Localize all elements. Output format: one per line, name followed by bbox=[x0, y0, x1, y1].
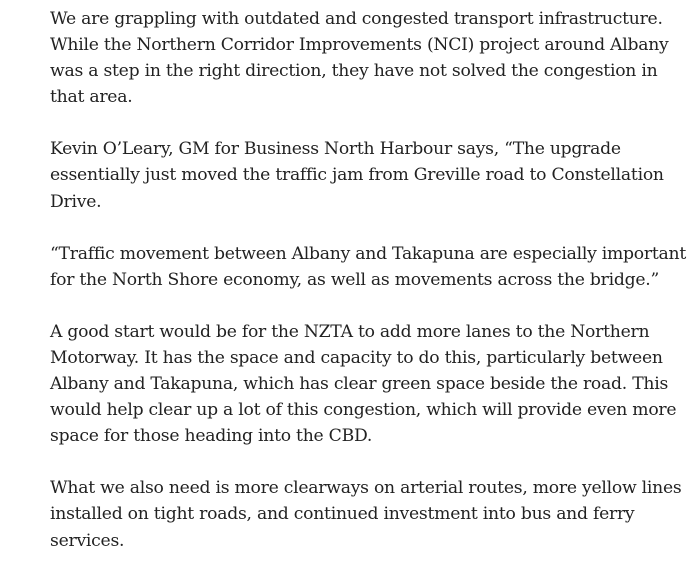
text-line: essentially just moved the traffic jam from Greville road to Constellation bbox=[50, 165, 664, 186]
paragraph-clearways bbox=[50, 475, 680, 553]
paragraph-nci-congestion bbox=[50, 6, 680, 110]
text-line: “Traffic movement between Albany and Takapuna are especially important bbox=[50, 243, 686, 264]
text-line: was a step in the right direction, they have not solved the congestion in bbox=[50, 61, 658, 82]
paragraph-nzta-lanes bbox=[50, 319, 680, 449]
text-line: Motorway. It has the space and capacity to do this, particularly between bbox=[50, 347, 663, 368]
text-line: What we also need is more clearways on arterial routes, more yellow lines bbox=[50, 478, 682, 499]
text-line: While the Northern Corridor Improvements (NCI) project around Albany bbox=[50, 35, 669, 56]
paragraph-traffic-movement-quote bbox=[50, 241, 686, 293]
text-line: We are grappling with outdated and congested transport infrastructure. bbox=[50, 9, 663, 29]
text-line: installed on tight roads, and continued investment into bus and ferry bbox=[50, 504, 635, 525]
text-line: space for those heading into the CBD. bbox=[50, 426, 373, 447]
text-line: would help clear up a lot of this congestion, which will provide even more bbox=[50, 400, 677, 421]
text-line: A good start would be for the NZTA to add more lanes to the Northern bbox=[50, 321, 650, 342]
article-body bbox=[50, 6, 686, 580]
text-line: services. bbox=[50, 530, 125, 551]
text-line: for the North Shore economy, as well as movements across the bridge.” bbox=[50, 269, 660, 290]
text-line: Albany and Takapuna, which has clear green space beside the road. This bbox=[50, 374, 669, 395]
text-line: Drive. bbox=[50, 191, 102, 212]
paragraph-kevin-oleary-quote bbox=[50, 136, 680, 214]
text-line: Kevin O’Leary, GM for Business North Harbour says, “The upgrade bbox=[50, 139, 621, 160]
text-line: that area. bbox=[50, 87, 133, 108]
